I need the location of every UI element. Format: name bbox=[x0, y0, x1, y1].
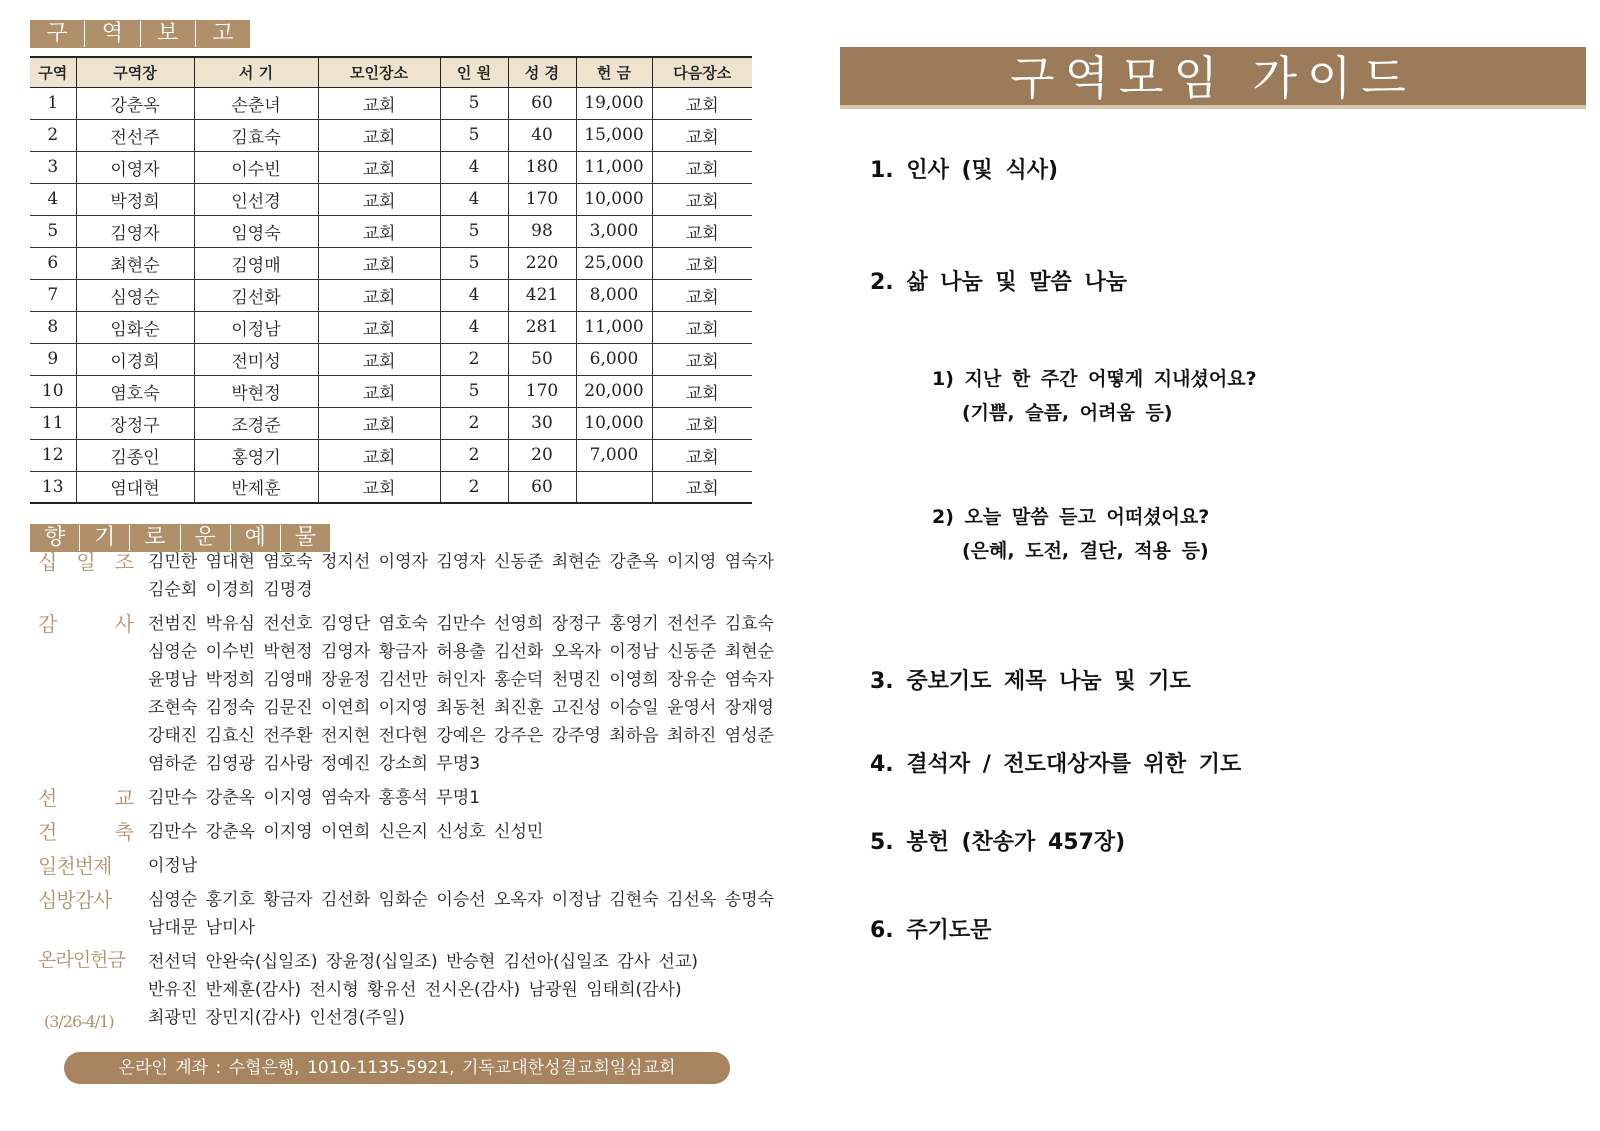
table-cell: 4 bbox=[440, 183, 508, 215]
label-char: 일 bbox=[76, 550, 96, 574]
table-cell: 9 bbox=[30, 343, 76, 375]
table-cell: 염호숙 bbox=[76, 375, 194, 407]
label-char: 십 bbox=[38, 550, 58, 574]
table-cell: 교회 bbox=[652, 375, 752, 407]
table-row bbox=[30, 343, 752, 375]
online-label: 온라인헌금 bbox=[38, 949, 125, 971]
offering-label bbox=[38, 610, 148, 778]
table-cell: 교회 bbox=[318, 183, 440, 215]
table-cell: 281 bbox=[508, 311, 576, 343]
subitem-line: 1) 지난 한 주간 어떻게 지내셨어요? bbox=[932, 368, 1257, 390]
table-cell: 교회 bbox=[318, 343, 440, 375]
header-district: 구역 bbox=[30, 57, 76, 87]
table-cell: 강춘옥 bbox=[76, 87, 194, 119]
table-cell: 김영매 bbox=[194, 247, 318, 279]
table-cell: 이수빈 bbox=[194, 151, 318, 183]
table-row bbox=[30, 375, 752, 407]
table-cell: 40 bbox=[508, 119, 576, 151]
label-char: 사 bbox=[114, 612, 134, 636]
table-cell: 최현순 bbox=[76, 247, 194, 279]
table-row bbox=[30, 183, 752, 215]
table-cell: 전미성 bbox=[194, 343, 318, 375]
table-cell: 5 bbox=[440, 375, 508, 407]
table-cell: 김선화 bbox=[194, 279, 318, 311]
table-cell: 30 bbox=[508, 407, 576, 439]
guide-title: 구역모임 가이드 bbox=[840, 47, 1586, 109]
table-cell: 김효숙 bbox=[194, 119, 318, 151]
banner-char: 기 bbox=[80, 525, 130, 551]
offering-row-building bbox=[38, 818, 778, 846]
table-cell: 2 bbox=[30, 119, 76, 151]
guide-item-6: 6. 주기도문 bbox=[870, 918, 992, 943]
header-offering: 헌 금 bbox=[576, 57, 652, 87]
offering-label: 심방감사 bbox=[38, 888, 112, 912]
table-cell: 교회 bbox=[318, 119, 440, 151]
header-leader: 구역장 bbox=[76, 57, 194, 87]
table-cell: 전선주 bbox=[76, 119, 194, 151]
table-cell: 10 bbox=[30, 375, 76, 407]
table-cell: 교회 bbox=[652, 439, 752, 471]
table-row bbox=[30, 151, 752, 183]
table-cell: 11,000 bbox=[576, 311, 652, 343]
table-cell: 교회 bbox=[318, 247, 440, 279]
table-cell: 170 bbox=[508, 375, 576, 407]
table-cell: 이영자 bbox=[76, 151, 194, 183]
table-cell: 임화순 bbox=[76, 311, 194, 343]
label-char: 선 bbox=[38, 786, 58, 810]
table-cell: 박정희 bbox=[76, 183, 194, 215]
table-cell: 교회 bbox=[318, 215, 440, 247]
header-bible: 성 경 bbox=[508, 57, 576, 87]
online-line: 최광민 장민지(감사) 인선경(주일) bbox=[148, 1008, 405, 1028]
table-cell: 5 bbox=[440, 119, 508, 151]
table-cell: 8 bbox=[30, 311, 76, 343]
offering-list bbox=[38, 548, 778, 1038]
subitem-line: (기쁨, 슬픔, 어려움 등) bbox=[962, 402, 1173, 424]
table-cell: 20 bbox=[508, 439, 576, 471]
table-cell: 교회 bbox=[318, 407, 440, 439]
table-cell: 박현정 bbox=[194, 375, 318, 407]
table-cell: 4 bbox=[440, 151, 508, 183]
table-cell: 10,000 bbox=[576, 183, 652, 215]
label-char: 교 bbox=[114, 786, 134, 810]
offering-names: 김만수 강춘옥 이지영 염숙자 홍흥석 무명1 bbox=[148, 788, 481, 808]
table-cell: 6,000 bbox=[576, 343, 652, 375]
table-cell: 5 bbox=[440, 87, 508, 119]
table-row bbox=[30, 407, 752, 439]
offering-row-thousand bbox=[38, 852, 778, 880]
offering-row-thanks bbox=[38, 610, 778, 778]
table-row bbox=[30, 215, 752, 247]
banner-char: 물 bbox=[294, 525, 317, 550]
table-cell: 임영숙 bbox=[194, 215, 318, 247]
table-row bbox=[30, 471, 752, 503]
offering-label: 일천번제 bbox=[38, 854, 112, 878]
table-cell: 5 bbox=[440, 247, 508, 279]
table-cell: 교회 bbox=[652, 119, 752, 151]
offering-names: 김민한 염대현 염호숙 정지선 이영자 김영자 신동준 최현순 강춘옥 이지영 염숙자 김순회 이경희 김명경 bbox=[148, 552, 774, 600]
table-cell: 교회 bbox=[652, 343, 752, 375]
online-line: 전선덕 안완숙(십일조) 장윤정(십일조) 반승현 김선아(십일조 감사 선교) bbox=[148, 952, 699, 972]
table-cell: 심영순 bbox=[76, 279, 194, 311]
offering-names bbox=[148, 948, 778, 1032]
table-cell: 5 bbox=[440, 215, 508, 247]
banner-char: 역 bbox=[85, 21, 140, 47]
guide-item-5: 5. 봉헌 (찬송가 457장) bbox=[870, 830, 1126, 855]
table-cell: 60 bbox=[508, 471, 576, 503]
table-cell: 2 bbox=[440, 439, 508, 471]
table-cell: 교회 bbox=[318, 375, 440, 407]
offering-names: 이정남 bbox=[148, 856, 198, 876]
table-cell: 교회 bbox=[652, 183, 752, 215]
table-cell: 180 bbox=[508, 151, 576, 183]
table-cell: 교회 bbox=[652, 471, 752, 503]
table-cell: 4 bbox=[30, 183, 76, 215]
table-cell: 이정남 bbox=[194, 311, 318, 343]
table-row bbox=[30, 311, 752, 343]
table-cell: 반제훈 bbox=[194, 471, 318, 503]
table-cell: 2 bbox=[440, 343, 508, 375]
table-cell bbox=[576, 471, 652, 503]
banner-char: 향 bbox=[30, 525, 80, 551]
table-cell: 11 bbox=[30, 407, 76, 439]
table-cell: 7 bbox=[30, 279, 76, 311]
online-account-bar: 온라인 계좌 : 수협은행, 1010-1135-5921, 기독교대한성결교회일심교회 bbox=[64, 1052, 730, 1084]
label-char: 건 bbox=[38, 820, 58, 844]
banner-char: 운 bbox=[181, 525, 231, 551]
table-row bbox=[30, 439, 752, 471]
table-cell: 421 bbox=[508, 279, 576, 311]
table-cell: 이경희 bbox=[76, 343, 194, 375]
subitem-line: (은혜, 도전, 결단, 적용 등) bbox=[962, 540, 1209, 562]
table-cell: 4 bbox=[440, 279, 508, 311]
table-header-row bbox=[30, 57, 752, 87]
table-cell: 1 bbox=[30, 87, 76, 119]
table-cell: 김종인 bbox=[76, 439, 194, 471]
table-cell: 60 bbox=[508, 87, 576, 119]
banner-char: 로 bbox=[130, 525, 180, 551]
table-row bbox=[30, 247, 752, 279]
table-cell: 교회 bbox=[652, 87, 752, 119]
table-cell: 4 bbox=[440, 311, 508, 343]
table-cell: 인선경 bbox=[194, 183, 318, 215]
table-cell: 염대현 bbox=[76, 471, 194, 503]
guide-item-2: 2. 삶 나눔 및 말씀 나눔 bbox=[870, 270, 1127, 295]
table-cell: 교회 bbox=[318, 151, 440, 183]
table-cell: 15,000 bbox=[576, 119, 652, 151]
district-report-table bbox=[30, 56, 752, 504]
table-cell: 7,000 bbox=[576, 439, 652, 471]
table-cell: 2 bbox=[440, 471, 508, 503]
offering-names: 전범진 박유심 전선호 김영단 염호숙 김만수 선영희 장정구 홍영기 전선주 김효숙 심영순 이수빈 박현정 김영자 황금자 허용출 김선화 오옥자 이정남 신동준 최현순 윤명남 박정희 김영매 장윤정 김선만 허인자 홍순덕 천명진 이영희 장유순 염숙자 조현숙 김정숙 김문진 이연희 이지영 최동천 최진훈 고진성 이승일 윤영서 장재영 강태진 김효신 전주환 전지현 전다현 강예은 강주은 강주영 최하음 최하진 염성준 염하준 김영광 김사랑 정예진 강소희 무명3 bbox=[148, 614, 774, 774]
table-cell: 홍영기 bbox=[194, 439, 318, 471]
header-attendance: 인 원 bbox=[440, 57, 508, 87]
table-cell: 5 bbox=[30, 215, 76, 247]
offering-row-mission bbox=[38, 784, 778, 812]
table-cell: 220 bbox=[508, 247, 576, 279]
table-cell: 조경준 bbox=[194, 407, 318, 439]
online-period: (3/26-4/1) bbox=[44, 1012, 114, 1031]
banner-char: 보 bbox=[141, 21, 196, 47]
offering-names: 김만수 강춘옥 이지영 이연희 신은지 신성호 신성민 bbox=[148, 822, 544, 842]
table-row bbox=[30, 87, 752, 119]
table-cell: 교회 bbox=[652, 279, 752, 311]
guide-subitem-2 bbox=[932, 500, 1209, 568]
table-cell: 교회 bbox=[652, 247, 752, 279]
label-char: 축 bbox=[114, 820, 134, 844]
table-cell: 교회 bbox=[652, 151, 752, 183]
table-cell: 2 bbox=[440, 407, 508, 439]
table-cell: 98 bbox=[508, 215, 576, 247]
table-cell: 3,000 bbox=[576, 215, 652, 247]
offering-label bbox=[38, 784, 148, 812]
guide-subitem-1 bbox=[932, 362, 1257, 430]
table-cell: 교회 bbox=[652, 311, 752, 343]
banner-char: 구 bbox=[30, 21, 85, 47]
table-cell: 교회 bbox=[318, 311, 440, 343]
table-cell: 교회 bbox=[318, 439, 440, 471]
subitem-line: 2) 오늘 말씀 듣고 어떠셨어요? bbox=[932, 506, 1210, 528]
guide-item-3: 3. 중보기도 제목 나눔 및 기도 bbox=[870, 669, 1191, 694]
table-cell: 50 bbox=[508, 343, 576, 375]
table-cell: 교회 bbox=[652, 215, 752, 247]
offering-label bbox=[38, 948, 148, 1032]
table-cell: 손춘녀 bbox=[194, 87, 318, 119]
label-char: 감 bbox=[38, 612, 58, 636]
offering-row-online bbox=[38, 948, 778, 1032]
offering-row-tithe bbox=[38, 548, 778, 604]
header-secretary: 서 기 bbox=[194, 57, 318, 87]
guide-item-1: 1. 인사 (및 식사) bbox=[870, 158, 1059, 183]
table-cell: 170 bbox=[508, 183, 576, 215]
offering-label bbox=[38, 548, 148, 604]
header-meeting-place: 모인장소 bbox=[318, 57, 440, 87]
banner-char: 고 bbox=[212, 21, 234, 46]
offering-label bbox=[38, 818, 148, 846]
offering-row-visitation bbox=[38, 886, 778, 942]
table-cell: 교회 bbox=[318, 279, 440, 311]
table-cell: 교회 bbox=[318, 87, 440, 119]
banner-char: 예 bbox=[231, 525, 281, 551]
table-cell: 장정구 bbox=[76, 407, 194, 439]
table-row bbox=[30, 119, 752, 151]
label-char: 조 bbox=[114, 550, 134, 574]
table-cell: 10,000 bbox=[576, 407, 652, 439]
table-row bbox=[30, 279, 752, 311]
table-cell: 12 bbox=[30, 439, 76, 471]
table-cell: 8,000 bbox=[576, 279, 652, 311]
guide-item-4: 4. 결석자 / 전도대상자를 위한 기도 bbox=[870, 752, 1242, 777]
header-next-place: 다음장소 bbox=[652, 57, 752, 87]
table-cell: 김영자 bbox=[76, 215, 194, 247]
offering-names: 심영순 홍기호 황금자 김선화 임화순 이승선 오옥자 이정남 김현숙 김선옥 송명숙 남대문 남미사 bbox=[148, 890, 774, 938]
report-section-banner bbox=[30, 20, 250, 48]
table-cell: 19,000 bbox=[576, 87, 652, 119]
online-line: 반유진 반제훈(감사) 전시형 황유선 전시온(감사) 남광원 임태희(감사) bbox=[148, 980, 682, 1000]
table-cell: 20,000 bbox=[576, 375, 652, 407]
table-cell: 3 bbox=[30, 151, 76, 183]
table-cell: 11,000 bbox=[576, 151, 652, 183]
table-cell: 25,000 bbox=[576, 247, 652, 279]
table-cell: 교회 bbox=[652, 407, 752, 439]
table-cell: 교회 bbox=[318, 471, 440, 503]
table-cell: 6 bbox=[30, 247, 76, 279]
table-cell: 13 bbox=[30, 471, 76, 503]
